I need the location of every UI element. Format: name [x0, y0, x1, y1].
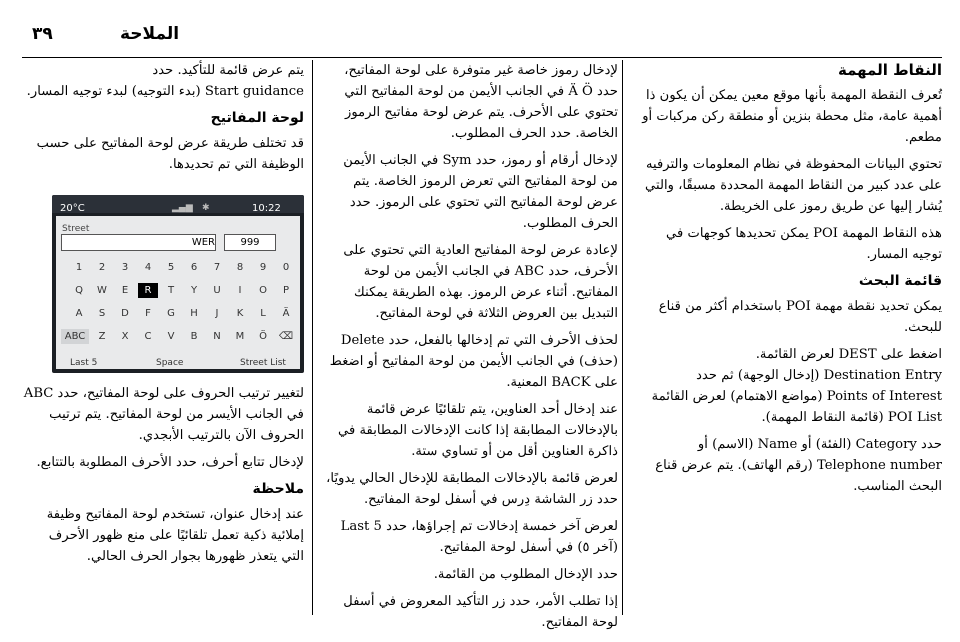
- house-number-input[interactable]: 999: [224, 234, 276, 251]
- key-b[interactable]: B: [190, 331, 198, 342]
- status-bar: [52, 195, 304, 213]
- key-abc[interactable]: ABC: [61, 329, 89, 344]
- key-4[interactable]: 4: [144, 262, 152, 273]
- key-7[interactable]: 7: [213, 262, 221, 273]
- column-left: [22, 60, 304, 573]
- step-destination-entry: Destination Entry (إدخال الوجهة) ثم حدد: [696, 368, 942, 383]
- note-text: عند إدخال عنوان، تستخدم لوحة المفاتيح وظيفة إملائية ذكية تعمل تلقائيًا على منع ظهور الأحرف التي يتعذر ظهورها بجوار الحرف الحالي.: [46, 507, 304, 564]
- key-x[interactable]: X: [121, 331, 129, 342]
- poi-destinations: هذه النقاط المهمة POI يمكن تحديدها كوجهات في توجيه المسار.: [665, 226, 942, 262]
- last5-button[interactable]: Last 5: [70, 358, 98, 368]
- key-e[interactable]: E: [121, 285, 129, 296]
- keyboard-heading: لوحة المفاتيح: [210, 110, 304, 126]
- signal-icon: ▂▄▆: [172, 203, 193, 213]
- key-d[interactable]: D: [121, 308, 129, 319]
- keyboard-row-3: [61, 325, 299, 342]
- key-ö[interactable]: Ö: [259, 331, 267, 342]
- abc-return-text: لإعادة عرض لوحة المفاتيح العادية التي تحتوي على الأحرف، حدد ABC في الجانب الأيمن من لوحة المفاتيح. أثناء عرض الرموز. بهذه الطريقة يمكنك التبديل بين العروض الثلاثة في لوحة المفاتيح.: [343, 243, 618, 321]
- key-u[interactable]: U: [213, 285, 221, 296]
- key-p[interactable]: P: [282, 285, 290, 296]
- key-i[interactable]: I: [238, 285, 242, 296]
- clock-readout: 10:22: [252, 203, 281, 214]
- street-label: Street: [62, 224, 90, 234]
- keyboard-display-text: قد تختلف طريقة عرض لوحة المفاتيح على حسب الوظيفة التي تم تحديدها.: [36, 136, 304, 172]
- special-chars-text: لإدخال رموز خاصة غير متوفرة على لوحة المفاتيح، حدد Ä Ö في الجانب الأيمن من لوحة المفاتيح التي تحتوي على الأحرف. يتم عرض لوحة مفاتيح الرموز الخاصة. حدد الحرف المطلوب.: [344, 63, 618, 141]
- column-middle: [326, 60, 618, 639]
- select-entry-text: حدد الإدخال المطلوب من القائمة.: [433, 567, 618, 582]
- key-a[interactable]: A: [75, 308, 83, 319]
- temperature-readout: 20°C: [60, 203, 85, 214]
- confirm-list-text: يتم عرض قائمة للتأكيد. حدد: [152, 63, 304, 78]
- header-divider: [22, 57, 942, 58]
- poi-definition: تُعرف النقطة المهمة بأنها موقع معين يمكن أن يكون ذا أهمية عامة، مثل محطة بنزين أو منطقة ركن مركبات أو مطعم.: [642, 88, 942, 145]
- keyboard-screenshot: [52, 195, 304, 373]
- street-list-button[interactable]: Street List: [240, 358, 286, 368]
- step-dest: اضغط على DEST لعرض القائمة.: [755, 347, 942, 362]
- note-heading: ملاحظة: [252, 481, 304, 497]
- symbols-text: لإدخال أرقام أو رموز، حدد Sym في الجانب الأيمن من لوحة المفاتيح التي تعرض الرموز الخاصة. يتم عرض لوحة المفاتيح التي تحتوي على الرموز. حدد الحرف المطلوب.: [343, 153, 618, 231]
- key-f[interactable]: F: [145, 308, 151, 319]
- key-l[interactable]: L: [260, 308, 266, 319]
- page-number: ٣٩: [32, 24, 53, 44]
- delete-text: لحذف الأحرف التي تم إدخالها بالفعل، حدد Delete (حذف) في الجانب الأيمن من لوحة المفاتيح أو اضغط على BACK المعنية.: [329, 333, 618, 390]
- confirm-text: إذا تطلب الأمر، حدد زر التأكيد المعروض في أسفل لوحة المفاتيح.: [343, 594, 618, 630]
- key-z[interactable]: Z: [98, 331, 106, 342]
- key-m[interactable]: M: [235, 331, 245, 342]
- key-n[interactable]: N: [213, 331, 221, 342]
- key-2[interactable]: 2: [98, 262, 106, 273]
- keyboard-panel: [56, 216, 300, 369]
- search-mask-intro: يمكن تحديد نقطة مهمة POI باستخدام أكثر من قناع للبحث.: [658, 299, 942, 335]
- key-o[interactable]: O: [259, 285, 267, 296]
- abc-order-text: لتغيير ترتيب الحروف على لوحة المفاتيح، حدد ABC في الجانب الأيسر من لوحة المفاتيح. يتم ترتيب الحروف الآن بالترتيب الأبجدي.: [23, 386, 304, 443]
- key-ä[interactable]: Ä: [282, 308, 290, 319]
- step-search-mask: البحث المناسب.: [853, 479, 942, 494]
- keyboard-row-1: [61, 279, 299, 296]
- key-9[interactable]: 9: [259, 262, 267, 273]
- key-k[interactable]: K: [236, 308, 244, 319]
- key-j[interactable]: J: [215, 308, 219, 319]
- key-8[interactable]: 8: [236, 262, 244, 273]
- column-divider-left: [312, 60, 313, 615]
- space-button[interactable]: Space: [156, 358, 184, 368]
- key-r[interactable]: R: [138, 283, 158, 298]
- column-divider-right: [622, 60, 623, 615]
- column-right: [636, 60, 942, 503]
- key-0[interactable]: 0: [282, 262, 290, 273]
- key-v[interactable]: V: [167, 331, 175, 342]
- manual-list-text: لعرض قائمة بالإدخالات المطابقة للإدخال الحالي يدويًا، حدد زر الشاشة دِرس في أسفل لوحة المفاتيح.: [326, 471, 618, 507]
- last5-text: لعرض آخر خمسة إدخالات تم إجراؤها، حدد Last 5 (آخر ٥) في أسفل لوحة المفاتيح.: [340, 519, 618, 555]
- key-g[interactable]: G: [167, 308, 175, 319]
- key-backspace[interactable]: ⌫: [278, 331, 294, 342]
- sequence-text: لإدخال تتابع أحرف، حدد الأحرف المطلوبة بالتتابع.: [36, 455, 304, 470]
- key-c[interactable]: C: [144, 331, 152, 342]
- auto-list-text: عند إدخال أحد العناوين، يتم تلقائيًا عرض قائمة بالإدخالات المطابقة إذا كانت الإدخالات المطابقة في ذاكرة العناوين أقل من أو تساوي ستة.: [337, 402, 618, 459]
- step-telephone: Telephone number (رقم الهاتف). يتم عرض قناع: [655, 458, 942, 473]
- start-guidance-text: Start guidance (بدء التوجيه) لبدء توجيه المسار.: [26, 84, 304, 99]
- poi-database: تحتوي البيانات المحفوظة في نظام المعلومات والترفيه على عدد كبير من النقاط المهمة المحددة مسبقًا، والتي يُشار إليها عن طريق رموز على الخريطة.: [645, 157, 942, 214]
- key-1[interactable]: 1: [75, 262, 83, 273]
- section-title: الملاحة: [120, 24, 180, 44]
- key-5[interactable]: 5: [167, 262, 175, 273]
- page-header: [0, 0, 960, 56]
- keyboard-row-2: [61, 302, 299, 319]
- keyboard-bottom-bar: [56, 349, 300, 369]
- key-w[interactable]: W: [97, 285, 107, 296]
- step-points-of-interest: Points of Interest (مواضع الاهتمام) لعرض القائمة: [651, 389, 942, 404]
- step-category: حدد Category (الفئة) أو Name (الاسم) أو: [697, 437, 942, 452]
- key-3[interactable]: 3: [121, 262, 129, 273]
- street-input[interactable]: WER: [61, 234, 216, 251]
- key-6[interactable]: 6: [190, 262, 198, 273]
- search-list-heading: قائمة البحث: [858, 273, 942, 289]
- keyboard-row-digits: [61, 256, 299, 273]
- bluetooth-icon: ✱: [202, 203, 210, 213]
- key-h[interactable]: H: [190, 308, 198, 319]
- key-s[interactable]: S: [98, 308, 106, 319]
- poi-heading: النقاط المهمة: [837, 61, 942, 79]
- key-y[interactable]: Y: [190, 285, 198, 296]
- key-q[interactable]: Q: [75, 285, 83, 296]
- step-poi-list: POI List (قائمة النقاط المهمة).: [761, 410, 942, 425]
- key-t[interactable]: T: [167, 285, 175, 296]
